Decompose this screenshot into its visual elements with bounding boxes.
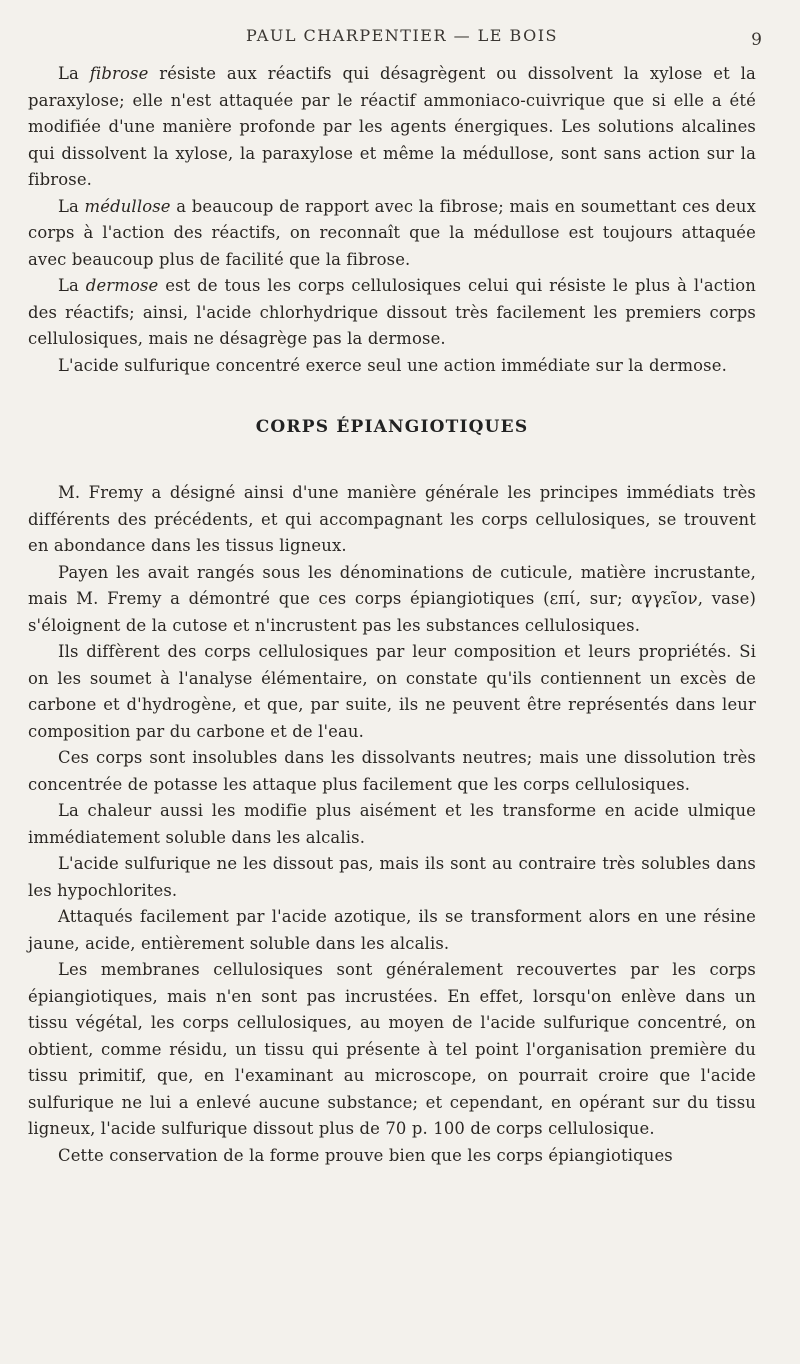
- section-heading: CORPS ÉPIANGIOTIQUES: [255, 417, 529, 437]
- paragraph: La chaleur aussi les modifie plus aisément et les transforme en acide ulmique immédiatement soluble dans les alcalis.: [28, 801, 756, 847]
- paragraph: Attaqués facilement par l'acide azotique, ils se transforment alors en une résine jaune, acide, entièrement soluble dans les alcalis.: [28, 907, 756, 953]
- paragraph: M. Fremy a désigné ainsi d'une manière générale les principes immédiats très différents des précédents, et qui accompagnant les corps cellulosiques, se trouvent en abondance dans les tissus ligneux.: [28, 483, 756, 555]
- paragraph: L'acide sulfurique ne les dissout pas, mais ils sont au contraire très solubles dans les hypochlorites.: [28, 854, 756, 900]
- intro-text-block: [28, 61, 756, 379]
- page-number: 9: [751, 30, 762, 50]
- paragraph: Ils diffèrent des corps cellulosiques par leur composition et leurs propriétés. Si on les soumet à l'analyse élémentaire, on constate qu'ils contiennent un excès de carbone et d'hydrogène, et que, par suite, ils ne peuvent être représentés dans leur composition par du carbone et de l'eau.: [28, 642, 756, 741]
- paragraph-fibrose: La fibrose résiste aux réactifs qui désagrègent ou dissolvent la xylose et la paraxylose; elle n'est attaquée par le réactif ammoniaco-cuivrique que si elle a été modifiée d'une manière profonde par les agents énergiques. Les solutions alcalines qui dissolvent la xylose, la paraxylose et même la médullose, sont sans action sur la fibrose.: [28, 64, 756, 189]
- paragraph: Les membranes cellulosiques sont généralement recouvertes par les corps épiangiotiques, mais n'en sont pas incrustées. En effet, lorsqu'on enlève dans un tissu végétal, les corps cellulosiques, au moyen de l'acide sulfurique concentré, on obtient, comme résidu, un tissu qui présente à tel point l'organisation première du tissu primitif, que, en l'examinant au microscope, on pourrait croire que l'acide sulfurique ne lui a enlevé aucune substance; et cependant, en opérant sur du tissu ligneux, l'acide sulfurique dissout plus de 70 p. 100 de corps cellulosique.: [28, 960, 756, 1138]
- paragraph-dermose: La dermose est de tous les corps cellulosiques celui qui résiste le plus à l'action des réactifs; ainsi, l'acide chlorhydrique dissout très facilement les premiers corps cellulosiques, mais ne désagrège pas la dermose.: [28, 276, 756, 348]
- term-dermose: dermose: [85, 276, 159, 295]
- running-head: [28, 26, 762, 56]
- paragraph: Ces corps sont insolubles dans les dissolvants neutres; mais une dissolution très concentrée de potasse les attaque plus facilement que les corps cellulosiques.: [28, 748, 756, 794]
- term-medullose: médullose: [84, 196, 171, 216]
- paragraph-medullose: La médullose a beaucoup de rapport avec la fibrose; mais en soumettant ces deux corps à l'action des réactifs, on reconnaît que la médullose est toujours attaquée avec beaucoup plus de facilité que la fibrose.: [28, 196, 756, 269]
- term-fibrose: fibrose: [89, 64, 149, 83]
- section-text-block: [28, 480, 756, 1169]
- paragraph-acide-sulfurique: L'acide sulfurique concentré exerce seul une action immédiate sur la dermose.: [58, 355, 727, 375]
- paragraph: Cette conservation de la forme prouve bien que les corps épiangiotiques: [58, 1145, 673, 1165]
- running-head-title: PAUL CHARPENTIER — LE BOIS: [245, 26, 559, 45]
- paragraph: Payen les avait rangés sous les dénominations de cuticule, matière incrustante, mais M. Fremy a démontré que ces corps épiangiotiques (επί, sur; αγγεῖον, vase) s'éloignent de la cutose et n'incrustent pas les substances cellulosiques.: [28, 562, 756, 635]
